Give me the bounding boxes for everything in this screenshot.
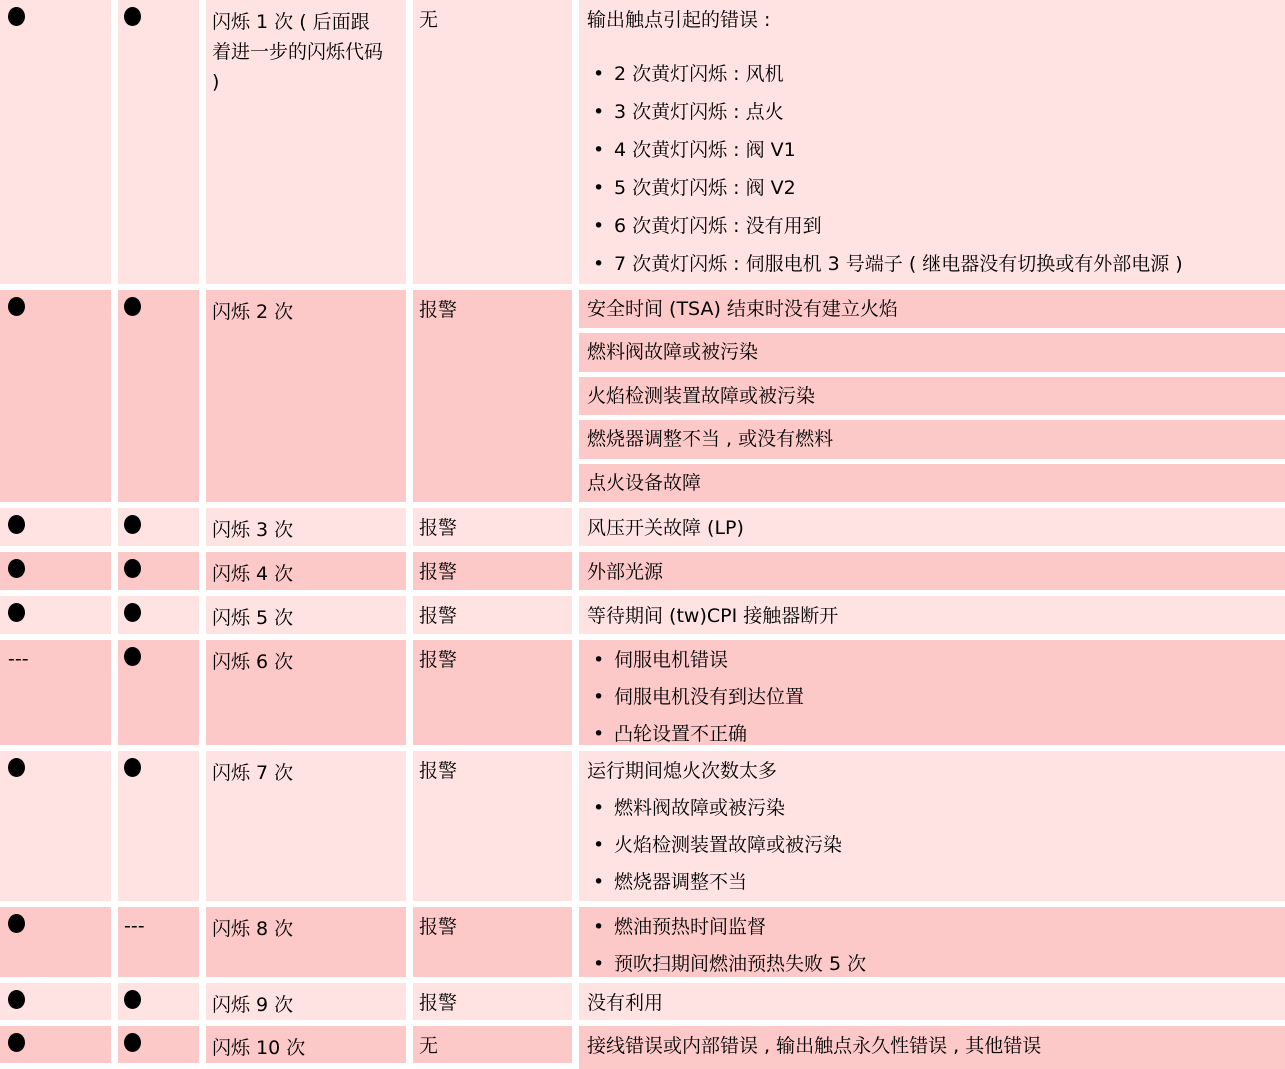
bullet-icon: • [593,139,605,161]
flash-count-cell: 闪烁 2 次 [206,290,406,502]
fault-item [587,214,1277,238]
table-row [0,1026,1285,1069]
status-dot-icon [8,914,25,933]
bullet-icon: • [593,63,605,85]
fault-item-text: 5 次黄灯闪烁 : 阀 V2 [614,177,796,199]
status-dot-icon [124,990,141,1009]
status-dot-icon [124,647,141,666]
fault-item-text: 凸轮设置不正确 [614,723,748,745]
flash-count-cell: 闪烁 1 次 ( 后面跟着进一步的闪烁代码 ) [206,0,406,284]
fault-item-text: 2 次黄灯闪烁 : 风机 [614,63,784,85]
led2-cell [118,1026,199,1063]
led2-cell [118,907,199,977]
led1-cell [0,983,111,1020]
table-row [0,751,1285,901]
status-dot-icon [124,603,141,622]
description-cell: 接线错误或内部错误 , 输出触点永久性错误 , 其他错误 [579,1026,1285,1069]
led2-cell [118,552,199,590]
table-row [0,983,1285,1020]
fault-item-text: 7 次黄灯闪烁 : 伺服电机 3 号端子 ( 继电器没有切换或有外部电源 ) [614,253,1183,275]
fault-item [587,62,1277,86]
table-row [0,907,1285,977]
description-cell: 没有利用 [579,983,1285,1020]
led2-cell [118,751,199,901]
description-cell: 外部光源 [579,552,1285,590]
response-cell: 报警 [413,552,572,590]
fault-item-text: 6 次黄灯闪烁 : 没有用到 [614,215,822,237]
flash-count-cell: 闪烁 9 次 [206,983,406,1020]
fault-item-text: 4 次黄灯闪烁 : 阀 V1 [614,139,796,161]
table-row [0,508,1285,546]
fault-item [587,722,1277,746]
led2-cell [118,508,199,546]
flash-count-cell: 闪烁 3 次 [206,508,406,546]
fault-item-text: 伺服电机错误 [614,649,729,671]
response-cell: 报警 [413,596,572,634]
status-dot-icon [8,1033,25,1052]
led2-cell [118,983,199,1020]
status-dot-icon [8,990,25,1009]
led2-cell [118,596,199,634]
fault-item-text: 燃油预热时间监督 [614,916,767,938]
status-dot-icon [124,7,141,26]
fault-intro: 输出触点引起的错误 : [587,9,771,31]
fault-item-text: 燃烧器调整不当 [614,871,748,893]
response-cell: 无 [413,1026,572,1063]
fault-subcell: 燃烧器调整不当 , 或没有燃料 [579,420,1285,458]
status-dot-icon [8,7,25,26]
led1-cell [0,0,111,284]
bullet-icon: • [593,649,605,671]
flash-count-cell: 闪烁 10 次 [206,1026,406,1063]
table-row [0,552,1285,590]
table-row [0,290,1285,502]
fault-item [587,870,1277,894]
status-dot-icon [124,559,141,578]
fault-item [587,915,1277,939]
description-cell: 风压开关故障 (LP) [579,508,1285,546]
response-cell: 报警 [413,983,572,1020]
fault-subcell: 火焰检测装置故障或被污染 [579,377,1285,415]
led1-cell [0,751,111,901]
led2-cell [118,0,199,284]
led1-cell [0,1026,111,1063]
bullet-icon: • [593,871,605,893]
response-cell: 报警 [413,290,572,502]
led1-cell [0,508,111,546]
description-cell: 等待期间 (tw)CPI 接触器断开 [579,596,1285,634]
description-cell [579,640,1285,745]
response-cell: 无 [413,0,572,284]
fault-item [587,648,1277,672]
fault-item-text: 预吹扫期间燃油预热失败 5 次 [614,953,867,975]
status-dot-icon [8,297,25,316]
table-row [0,596,1285,634]
flash-count-cell: 闪烁 4 次 [206,552,406,590]
fault-item [587,252,1277,276]
fault-item [587,100,1277,124]
response-cell: 报警 [413,751,572,901]
status-dot-icon [124,1033,141,1052]
flash-count-cell: 闪烁 7 次 [206,751,406,901]
bullet-icon: • [593,215,605,237]
flash-count-cell: 闪烁 5 次 [206,596,406,634]
table-row [0,0,1285,284]
fault-item [587,685,1277,709]
fault-subcell: 安全时间 (TSA) 结束时没有建立火焰 [579,290,1285,328]
status-dot-icon [8,515,25,534]
status-dash: --- [8,648,29,670]
fault-item [587,952,1277,976]
bullet-icon: • [593,101,605,123]
status-dot-icon [8,559,25,578]
bullet-icon: • [593,953,605,975]
status-dot-icon [124,515,141,534]
description-cell [579,907,1285,977]
status-dash: --- [124,915,145,937]
fault-item [587,796,1277,820]
led2-cell [118,640,199,745]
status-dot-icon [8,603,25,622]
led2-cell [118,290,199,502]
fault-item-text: 3 次黄灯闪烁 : 点火 [614,101,784,123]
description-cell [579,290,1285,502]
fault-item [587,176,1277,200]
flash-count-cell: 闪烁 6 次 [206,640,406,745]
table-row [0,640,1285,745]
fault-intro: 运行期间熄火次数太多 [587,760,778,782]
bullet-icon: • [593,253,605,275]
led1-cell [0,596,111,634]
response-cell: 报警 [413,508,572,546]
status-dot-icon [124,758,141,777]
flash-count-cell: 闪烁 8 次 [206,907,406,977]
description-cell [579,751,1285,901]
led1-cell [0,640,111,745]
status-dot-icon [124,297,141,316]
led1-cell [0,907,111,977]
fault-item-text: 燃料阀故障或被污染 [614,797,786,819]
fault-item [587,833,1277,857]
bullet-icon: • [593,797,605,819]
fault-subcell: 燃料阀故障或被污染 [579,333,1285,371]
response-cell: 报警 [413,907,572,977]
bullet-icon: • [593,686,605,708]
response-cell: 报警 [413,640,572,745]
bullet-icon: • [593,723,605,745]
led1-cell [0,552,111,590]
led1-cell [0,290,111,502]
bullet-icon: • [593,834,605,856]
fault-item [587,138,1277,162]
fault-subcell: 点火设备故障 [579,464,1285,502]
fault-item-text: 火焰检测装置故障或被污染 [614,834,843,856]
status-dot-icon [8,758,25,777]
bullet-icon: • [593,916,605,938]
description-cell [579,0,1285,284]
fault-item-text: 伺服电机没有到达位置 [614,686,805,708]
bullet-icon: • [593,177,605,199]
